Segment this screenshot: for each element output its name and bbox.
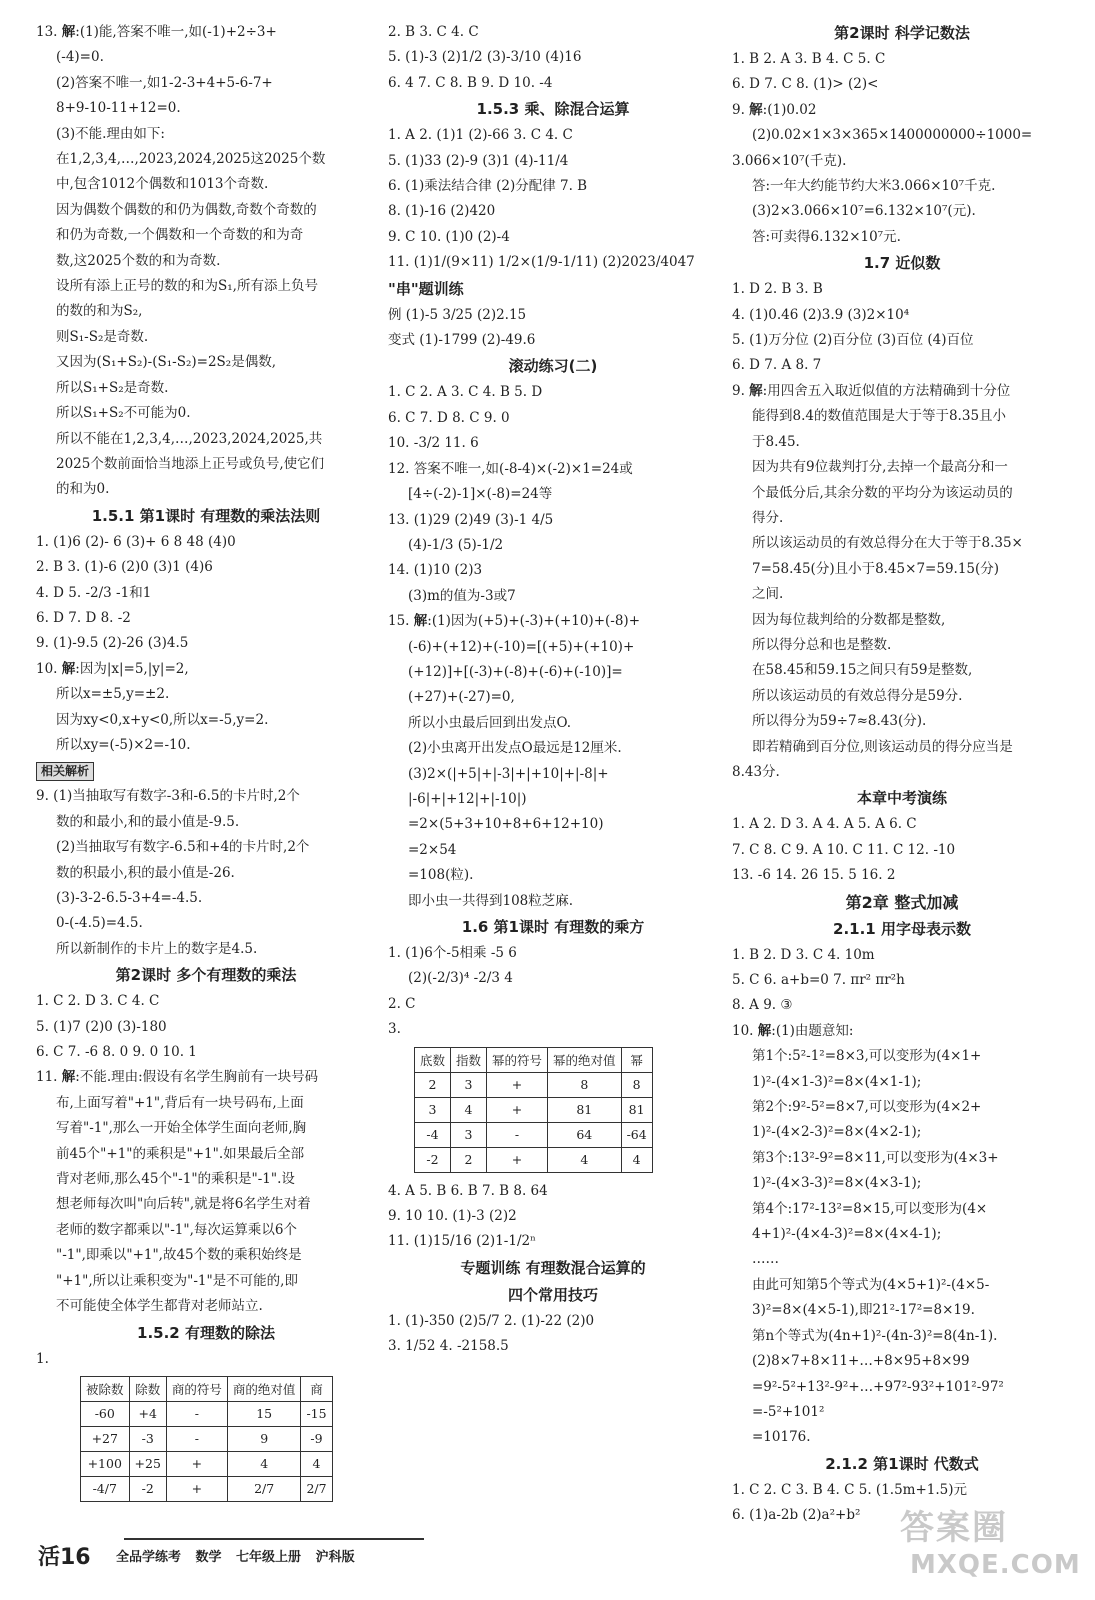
answer-line: (-4)=0. — [56, 49, 104, 66]
answer-line: 13. 解:(1)能,答案不唯一,如(-1)+2÷3+ — [36, 24, 277, 40]
answer-line: |-6|+|+12|+|-10|) — [408, 790, 527, 807]
answer-line: (4)-1/3 (5)-1/2 — [408, 536, 504, 553]
answer-line: 5. (1)7 (2)0 (3)-180 — [36, 1018, 167, 1035]
answer-line: 布,上面写着"+1",背后有一块号码布,上面 — [56, 1094, 304, 1111]
answer-line: 数的和最小,和的最小值是-9.5. — [56, 813, 240, 830]
answer-line: (3)不能.理由如下: — [56, 125, 165, 142]
answer-line: 老师的数字都乘以"-1",每次运算乘以6个 — [56, 1221, 297, 1238]
answer-line: 1. C 2. D 3. C 4. C — [36, 993, 160, 1010]
answer-line: 4. A 5. B 6. B 7. B 8. 64 — [388, 1182, 548, 1199]
answer-line: 和仍为奇数,一个偶数和一个奇数的和为奇 — [56, 227, 304, 244]
answer-line: 由此可知第5个等式为(4×5+1)²-(4×5- — [752, 1276, 990, 1293]
answer-line: 5. (1)万分位 (2)百分位 (3)百位 (4)百位 — [732, 332, 974, 349]
table-header-cell: 幂 — [621, 1047, 652, 1072]
answer-line: 则S₁-S₂是奇数. — [56, 328, 149, 345]
answer-line: [4÷(-2)-1]×(-8)=24等 — [408, 486, 553, 503]
answer-line: (2)小虫离开出发点O最远是12厘米. — [408, 740, 622, 757]
answer-line: 答:可卖得6.132×10⁷元. — [752, 228, 901, 245]
answer-line: 9. 解:(1)0.02 — [732, 101, 817, 118]
answer-line: 前45个"+1"的乘积是"+1".如果最后全部 — [56, 1145, 305, 1162]
page-footer — [34, 1540, 734, 1570]
table-cell: 8 — [621, 1072, 652, 1097]
answer-line: 的数的和为S₂, — [56, 303, 143, 320]
answer-line: =9²-5²+13²-9²+…+97²-93²+101²-97² — [752, 1378, 1004, 1395]
answer-line: =108(粒). — [408, 867, 474, 884]
table-cell: 3 — [451, 1072, 487, 1097]
answer-line: (2)当抽取写有数字-6.5和+4的卡片时,2个 — [56, 839, 310, 856]
answer-line: (2)(-2/3)⁴ -2/3 4 — [408, 970, 513, 987]
section-heading-zhongkao: 本章中考演练 — [856, 789, 947, 808]
answer-line: 所以该运动员的有效总得分在大于等于8.35× — [752, 535, 1023, 552]
table-header-cell: 商 — [301, 1376, 332, 1401]
answer-line: 11. 解:不能.理由:假设有名学生胸前有一块号码 — [36, 1069, 319, 1086]
answer-line: 1. (1)-350 (2)5/7 2. (1)-22 (2)0 — [388, 1312, 595, 1329]
table-header-cell: 指数 — [451, 1047, 487, 1072]
answer-line: 第4个:17²-13²=8×15,可以变形为(4× — [752, 1200, 988, 1217]
table-cell: +25 — [129, 1451, 166, 1476]
answer-line: 能得到8.4的数值范围是大于等于8.35且小 — [752, 408, 1007, 425]
answer-line: 所以得分为59÷7≈8.43(分). — [752, 713, 927, 730]
answer-line: 9. 解:用四舍五入取近似值的方法精确到十分位 — [732, 382, 1011, 399]
answer-line: 9. (1)-9.5 (2)-26 (3)4.5 — [36, 635, 189, 652]
answer-line: 的和为0. — [56, 481, 110, 498]
answer-line: 所以不能在1,2,3,4,…,2023,2024,2025,共 — [56, 430, 323, 447]
answer-line: 1. A 2. (1)1 (2)-66 3. C 4. C — [388, 127, 573, 144]
answer-line: 变式 (1)-1799 (2)-49.6 — [388, 332, 536, 349]
table-cell: -64 — [621, 1122, 652, 1147]
answer-line: 3. — [388, 1021, 401, 1038]
table-cell: 4 — [548, 1147, 622, 1172]
answer-line: 又因为(S₁+S₂)-(S₁-S₂)=2S₂是偶数, — [56, 354, 276, 371]
answer-line: 15. 解:(1)因为(+5)+(-3)+(+10)+(-8)+ — [388, 613, 641, 630]
answer-line: 6. (1)a-2b (2)a²+b² — [732, 1507, 861, 1524]
related-analysis-tag: 相关解析 — [36, 762, 94, 781]
answer-line: 在1,2,3,4,…,2023,2024,2025这2025个数 — [56, 151, 326, 168]
answer-line: =10176. — [752, 1429, 811, 1446]
section-heading-1-5-3: 1.5.3 乘、除混合运算 — [476, 100, 630, 119]
answer-block-16 — [388, 941, 718, 1043]
answer-block-chuan — [388, 303, 718, 354]
answer-line: 8. A 9. ③ — [732, 997, 793, 1014]
answer-block-153 — [388, 123, 718, 275]
watermark-url: MXQE.COM — [910, 1550, 1081, 1580]
answer-line: 1. B 2. A 3. B 4. C 5. C — [732, 51, 886, 67]
table-row — [415, 1097, 653, 1122]
column-right — [732, 20, 1072, 1529]
answer-line: 8.43分. — [732, 763, 780, 780]
answer-line: 13. (1)29 (2)49 (3)-1 4/5 — [388, 511, 554, 528]
answer-line: 1)²-(4×3-3)²=8×(4×3-1); — [752, 1175, 922, 1192]
answer-line: (+12)]+[(-3)+(-8)+(-6)+(-10)]= — [408, 663, 623, 680]
answer-line: 第1个:5²-1²=8×3,可以变形为(4×1+ — [752, 1048, 982, 1065]
table-row — [81, 1476, 333, 1501]
answer-line: 所以S₁+S₂是奇数. — [56, 379, 169, 396]
answer-line: 想老师每次叫"向后转",就是将6名学生对着 — [56, 1196, 311, 1213]
table-cell: -60 — [81, 1401, 130, 1426]
table-cell: +100 — [81, 1451, 130, 1476]
table-header-cell: 被除数 — [81, 1376, 130, 1401]
answer-line: 第3个:13²-9²=8×11,可以变形为(4×3+ — [752, 1149, 999, 1166]
table-row — [415, 1122, 653, 1147]
table-cell: 2/7 — [227, 1476, 301, 1501]
answer-line: 数,这2025个数的和为奇数. — [56, 252, 221, 269]
question-number: 1. — [36, 1350, 49, 1367]
section-heading-chuan: "串"题训练 — [388, 279, 464, 298]
table-cell: - — [166, 1426, 227, 1451]
table-header-cell: 商的绝对值 — [227, 1376, 301, 1401]
table-cell: 9 — [227, 1426, 301, 1451]
answer-line: 9. C 10. (1)0 (2)-4 — [388, 228, 510, 245]
answer-line: 不可能使全体学生都背对老师站立. — [56, 1298, 263, 1315]
answer-line: 即若精确到百分位,则该运动员的得分应当是 — [752, 738, 1013, 755]
answer-line: (3)2×(|+5|+|-3|+|+10|+|-8|+ — [408, 765, 609, 782]
answer-line: …… — [752, 1251, 779, 1268]
answer-block-zhuanti — [388, 1309, 718, 1360]
table-header-row — [415, 1047, 653, 1072]
answer-line: 背对老师,那么45个"-1"的乘积是"-1".设 — [56, 1171, 295, 1188]
answer-line: (-6)+(+12)+(-10)=[(+5)+(+10)+ — [408, 638, 635, 655]
answer-line: 1)²-(4×1-3)²=8×(4×1-1); — [752, 1073, 922, 1090]
watermark-logo — [890, 1500, 1080, 1596]
answer-line: 写着"-1",那么一开始全体学生面向老师,胸 — [56, 1120, 307, 1137]
page-number: 活16 — [38, 1545, 91, 1570]
answer-block-kexue — [732, 47, 1072, 250]
table-cell: 2 — [415, 1072, 451, 1097]
section-heading-1-5-2: 1.5.2 有理数的除法 — [137, 1323, 275, 1342]
answer-line: 所以xy=(-5)×2=-10. — [56, 736, 191, 753]
section-heading-1-6: 1.6 第1课时 有理数的乘方 — [461, 918, 645, 936]
answer-line: 9. (1)当抽取写有数字-3和-6.5的卡片时,2个 — [36, 788, 300, 805]
answer-line: 10. 解:因为|x|=5,|y|=2, — [36, 660, 189, 677]
answer-line: "-1",即乘以"+1",故45个数的乘积始终是 — [56, 1247, 302, 1264]
answer-line: 11. (1)1/(9×11) 1/2×(1/9-1/11) (2)2023/4047 — [388, 254, 695, 271]
table-cell: 4 — [621, 1147, 652, 1172]
table-header-cell: 商的符号 — [166, 1376, 227, 1401]
table-header-cell: 除数 — [129, 1376, 166, 1401]
table-cell: - — [487, 1122, 548, 1147]
table-cell: - — [166, 1401, 227, 1426]
table-row — [81, 1401, 333, 1426]
answer-line: "+1",所以让乘积变为"-1"是不可能的,即 — [56, 1272, 298, 1289]
table-cell: -2 — [415, 1147, 451, 1172]
power-table — [414, 1047, 653, 1173]
answer-block-zhongkao — [732, 812, 1072, 888]
answer-line: 2. C — [388, 995, 416, 1012]
answer-line: 1. A 2. D 3. A 4. A 5. A 6. C — [732, 816, 917, 833]
answer-line: 答:一年大约能节约大米3.066×10⁷千克. — [752, 178, 996, 195]
answer-line: 10. 解:(1)由题意知: — [732, 1022, 854, 1039]
answer-block-17 — [732, 277, 1072, 785]
answer-line: 中,包含1012个偶数和1013个奇数. — [56, 176, 269, 193]
answer-line: 第n个等式为(4n+1)²-(4n-3)²=8(4n-1). — [752, 1327, 998, 1344]
table-cell: 15 — [227, 1401, 301, 1426]
table-cell: 81 — [621, 1097, 652, 1122]
answer-line: 设所有添上正号的数的和为S₁,所有添上负号 — [56, 278, 318, 295]
answer-block-gundong — [388, 380, 718, 914]
answer-line: =-5²+101² — [752, 1403, 825, 1420]
table-row — [81, 1426, 333, 1451]
section-heading-zhuanti-2: 四个常用技巧 — [507, 1285, 598, 1304]
answer-line: 5. (1)-3 (2)1/2 (3)-3/10 (4)16 — [388, 49, 582, 66]
answer-line: (2)答案不唯一,如1-2-3+4+5-6-7+ — [56, 74, 273, 91]
answer-line: (+27)+(-27)=0, — [408, 689, 515, 706]
answer-line: 1. (1)6个-5相乘 -5 6 — [388, 945, 517, 961]
answer-line: 7=58.45(分)且小于8.45×7=59.15(分) — [752, 560, 1000, 577]
answer-line: 1. (1)6 (2)- 6 (3)+ 6 8 48 (4)0 — [36, 533, 236, 550]
answer-block-lesson-2 — [36, 989, 376, 1319]
answer-line: 1. C 2. C 3. B 4. C 5. (1.5m+1.5)元 — [732, 1481, 968, 1498]
answer-line: 5. C 6. a+b=0 7. πr² πr²h — [732, 972, 905, 988]
answer-line: 6. C 7. -6 8. 0 9. 0 10. 1 — [36, 1044, 197, 1061]
answer-line: 因为xy<0,x+y<0,所以x=-5,y=2. — [56, 711, 269, 728]
answer-line: 2. B 3. C 4. C — [388, 24, 479, 40]
answer-line: 所以该运动员的有效总得分是59分. — [752, 687, 963, 704]
answer-line: =2×54 — [408, 841, 457, 858]
answer-line: (3)2×3.066×10⁷=6.132×10⁷(元). — [752, 203, 976, 220]
table-header-row — [81, 1376, 333, 1401]
table-row — [415, 1072, 653, 1097]
answer-line: 3.066×10⁷(千克). — [732, 152, 847, 169]
answer-line: 所以得分总和也是整数. — [752, 636, 892, 653]
answer-line: 0-(-4.5)=4.5. — [56, 915, 143, 932]
section-heading-2-1-1: 2.1.1 用字母表示数 — [833, 919, 971, 938]
answer-line: 8. (1)-16 (2)420 — [388, 203, 496, 220]
answer-line: 于8.45. — [752, 433, 800, 450]
book-title: 全品学练考 数学 七年级上册 沪科版 — [116, 1550, 355, 1565]
table-cell: + — [487, 1097, 548, 1122]
answer-line: 5. (1)33 (2)-9 (3)1 (4)-11/4 — [388, 152, 569, 169]
answer-line: 4. D 5. -2/3 -1和1 — [36, 584, 152, 601]
column-left — [36, 20, 376, 1508]
table-cell: 2 — [451, 1147, 487, 1172]
answer-line: 因为每位裁判给的分数都是整数, — [752, 611, 946, 628]
table-cell: 4 — [227, 1451, 301, 1476]
table-header-cell: 幂的绝对值 — [548, 1047, 622, 1072]
chapter-heading-2: 第2章 整式加减 — [845, 892, 959, 912]
answer-line: 6. D 7. C 8. (1)> (2)< — [732, 76, 879, 93]
table-cell: -2 — [129, 1476, 166, 1501]
answer-line: 在58.45和59.15之间只有59是整数, — [752, 662, 973, 679]
table-cell: 81 — [548, 1097, 622, 1122]
answer-line: 1. B 2. D 3. C 4. 10m — [732, 946, 875, 963]
answer-line: 8+9-10-11+12=0. — [56, 100, 181, 117]
section-heading-gundong: 滚动练习(二) — [508, 357, 598, 376]
answer-line: 3)²=8×(4×5-1),即21²-17²=8×19. — [752, 1302, 975, 1319]
table-cell: -4/7 — [81, 1476, 130, 1501]
answer-line: 6. D 7. D 8. -2 — [36, 609, 131, 626]
answer-line: 2025个数前面恰当地添上正号或负号,使它们 — [56, 455, 325, 472]
answer-line: 所以S₁+S₂不可能为0. — [56, 405, 191, 422]
table-cell: + — [487, 1072, 548, 1097]
answer-line: (2)8×7+8×11+…+8×95+8×99 — [752, 1353, 970, 1370]
answer-line: (3)-3-2-6.5-3+4=-4.5. — [56, 890, 203, 906]
table-cell: + — [166, 1451, 227, 1476]
table-cell: -3 — [129, 1426, 166, 1451]
answer-line: 1. C 2. A 3. C 4. B 5. D — [388, 384, 543, 401]
answer-line: 因为偶数个偶数的和仍为偶数,奇数个奇数的 — [56, 201, 317, 218]
answer-line: 数的积最小,积的最小值是-26. — [56, 864, 235, 881]
section-heading-1-5-1: 1.5.1 第1课时 有理数的乘法法则 — [91, 506, 321, 525]
table-cell: + — [166, 1476, 227, 1501]
answer-line: 13. -6 14. 26 15. 5 16. 2 — [732, 867, 896, 884]
answer-line: 12. 答案不唯一,如(-8-4)×(-2)×1=24或 — [388, 460, 633, 477]
answer-block-152-cont — [388, 20, 718, 96]
section-heading-lesson-2: 第2课时 多个有理数的乘法 — [115, 966, 297, 985]
table-cell: + — [487, 1147, 548, 1172]
answer-line: 得分. — [752, 509, 784, 526]
table-cell: 3 — [415, 1097, 451, 1122]
table-cell: -4 — [415, 1122, 451, 1147]
answer-line: 4+1)²-(4×4-3)²=8×(4×4-1); — [752, 1226, 942, 1243]
section-heading-1-7: 1.7 近似数 — [863, 254, 941, 273]
watermark-badge: 答案圈 — [900, 1508, 1008, 1548]
answer-line: 所以小虫最后回到出发点O. — [408, 714, 572, 731]
answer-line: 10. -3/2 11. 6 — [388, 435, 479, 452]
answer-line: 即小虫一共得到108粒芝麻. — [408, 892, 574, 909]
answer-line: 4. (1)0.46 (2)3.9 (3)2×10⁴ — [732, 306, 910, 323]
answer-line: 个最低分后,其余分数的平均分为该运动员的 — [752, 484, 1013, 501]
table-header-cell: 幂的符号 — [487, 1047, 548, 1072]
answer-line: 11. (1)15/16 (2)1-1/2ⁿ — [388, 1233, 536, 1250]
table-cell: 2/7 — [301, 1476, 332, 1501]
table-cell: -9 — [301, 1426, 332, 1451]
answer-line: 14. (1)10 (2)3 — [388, 562, 483, 579]
answer-line: (3)m的值为-3或7 — [408, 587, 516, 604]
table-cell: 4 — [451, 1097, 487, 1122]
table-row — [81, 1451, 333, 1476]
answer-line: 6. (1)乘法结合律 (2)分配律 7. B — [388, 178, 588, 195]
answer-line: 例 (1)-5 3/25 (2)2.15 — [388, 306, 527, 323]
table-cell: 4 — [301, 1451, 332, 1476]
table-row — [415, 1147, 653, 1172]
division-table — [80, 1376, 333, 1502]
answer-line: 所以新制作的卡片上的数字是4.5. — [56, 940, 258, 957]
table-header-cell: 底数 — [415, 1047, 451, 1072]
answer-block-211 — [732, 943, 1072, 1451]
table-cell: 8 — [548, 1072, 622, 1097]
answer-line: 6. 4 7. C 8. B 9. D 10. -4 — [388, 74, 553, 91]
answer-line: 9. 10 10. (1)-3 (2)2 — [388, 1208, 517, 1225]
answer-line: 3. 1/52 4. -2158.5 — [388, 1338, 509, 1355]
section-heading-kexue: 第2课时 科学记数法 — [834, 24, 970, 42]
answer-line: 因为共有9位裁判打分,去掉一个最高分和一 — [752, 459, 1008, 476]
answer-line: 7. C 8. C 9. A 10. C 11. C 12. -10 — [732, 841, 956, 858]
answer-line: 2. B 3. (1)-6 (2)0 (3)1 (4)6 — [36, 559, 213, 576]
table-cell: +27 — [81, 1426, 130, 1451]
section-heading-2-1-2: 2.1.2 第1课时 代数式 — [825, 1454, 979, 1473]
answer-line: 第2个:9²-5²=8×7,可以变形为(4×2+ — [752, 1099, 982, 1116]
answer-line: 之间. — [752, 586, 784, 603]
table-cell: 3 — [451, 1122, 487, 1147]
answer-line: 1. D 2. B 3. B — [732, 281, 823, 298]
answer-line: =2×(5+3+10+8+6+12+10) — [408, 816, 604, 833]
table-cell: +4 — [129, 1401, 166, 1426]
answer-line: (2)0.02×1×3×365×1400000000÷1000= — [752, 127, 1033, 144]
answer-line: 6. D 7. A 8. 7 — [732, 357, 822, 374]
column-middle — [388, 20, 718, 1360]
answer-line: 1)²-(4×2-3)²=8×(4×2-1); — [752, 1124, 922, 1141]
table-cell: 64 — [548, 1122, 622, 1147]
footer-rule — [124, 1538, 424, 1540]
section-heading-zhuanti-1: 专题训练 有理数混合运算的 — [460, 1258, 646, 1277]
answer-line: 所以x=±5,y=±2. — [56, 686, 170, 703]
table-cell: -15 — [301, 1401, 332, 1426]
answer-line: 6. C 7. D 8. C 9. 0 — [388, 409, 510, 426]
analysis-block — [36, 784, 376, 962]
answer-block-16-cont — [388, 1179, 718, 1255]
answer-block-151 — [36, 530, 376, 759]
answer-block-13 — [36, 20, 376, 503]
